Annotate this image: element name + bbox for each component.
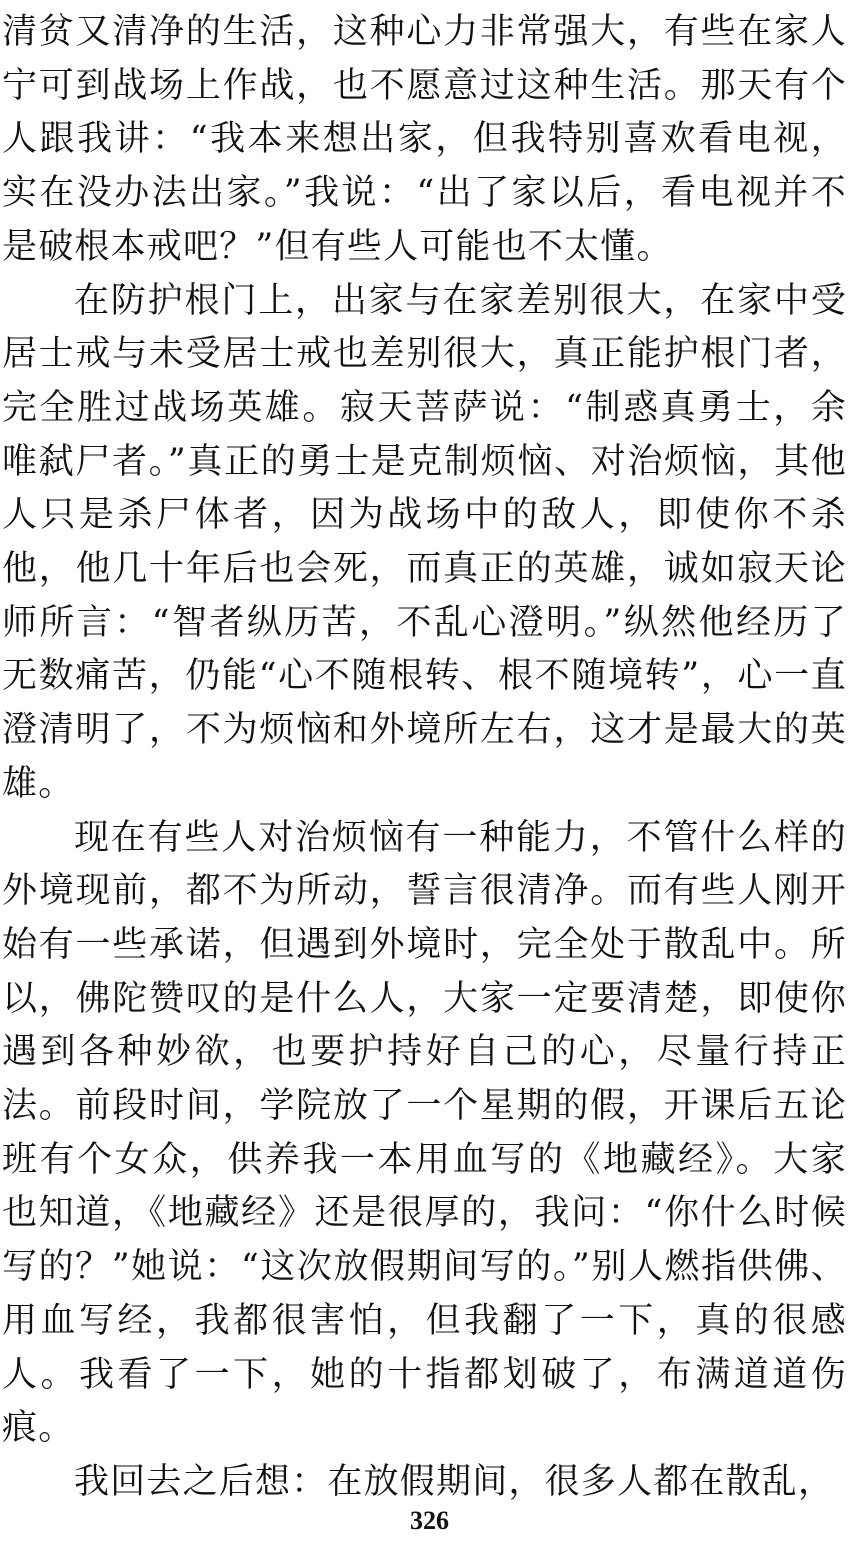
paragraph-2: 在防护根门上，出家与在家差别很大，在家中受居士戒与未受居士戒也差别很大，真正能护根门者，完全胜过战场英雄。寂天菩萨说：“制惑真勇士，余唯弑尸者。”真正的勇士是克制烦恼、对治烦恼，其他人只是杀尸体者，因为战场中的敌人，即使你不杀他，他几十年后也会死，而真正的英雄，诚如寂天论师所言：“智者纵历苦，不乱心澄明。”纵然他经历了无数痛苦，仍能“心不随根转、根不随境转”，心一直澄清明了，不为烦恼和外境所左右，这才是最大的英雄。: [2, 280, 847, 804]
body-text: [2, 6, 847, 1510]
paragraph-4: 我回去之后想：在放假期间，很多人都在散乱，: [74, 1461, 835, 1502]
paragraph-3: 现在有些人对治烦恼有一种能力，不管什么样的外境现前，都不为所动，誓言很清净。而有些人刚开始有一些承诺，但遇到外境时，完全处于散乱中。所以，佛陀赞叹的是什么人，大家一定要清楚，即使你遇到各种妙欲，也要护持好自己的心，尽量行持正法。前段时间，学院放了一个星期的假，开课后五论班有个女众，供养我一本用血写的《地藏经》。大家也知道，《地藏经》还是很厚的，我问：“你什么时候写的？”她说：“这次放假期间写的。”别人燃指供佛、用血写经，我都很害怕，但我翻了一下，真的很感人。我看了一下，她的十指都划破了，布满道道伤痕。: [2, 817, 847, 1449]
page-number: 326: [410, 1506, 449, 1535]
paragraph-1: 清贫又清净的生活，这种心力非常强大，有些在家人宁可到战场上作战，也不愿意过这种生活。那天有个人跟我讲：“我本来想出家，但我特别喜欢看电视，实在没办法出家。”我说：“出了家以后，看电视并不是破根本戒吧？”但有些人可能也不太懂。: [2, 12, 847, 267]
